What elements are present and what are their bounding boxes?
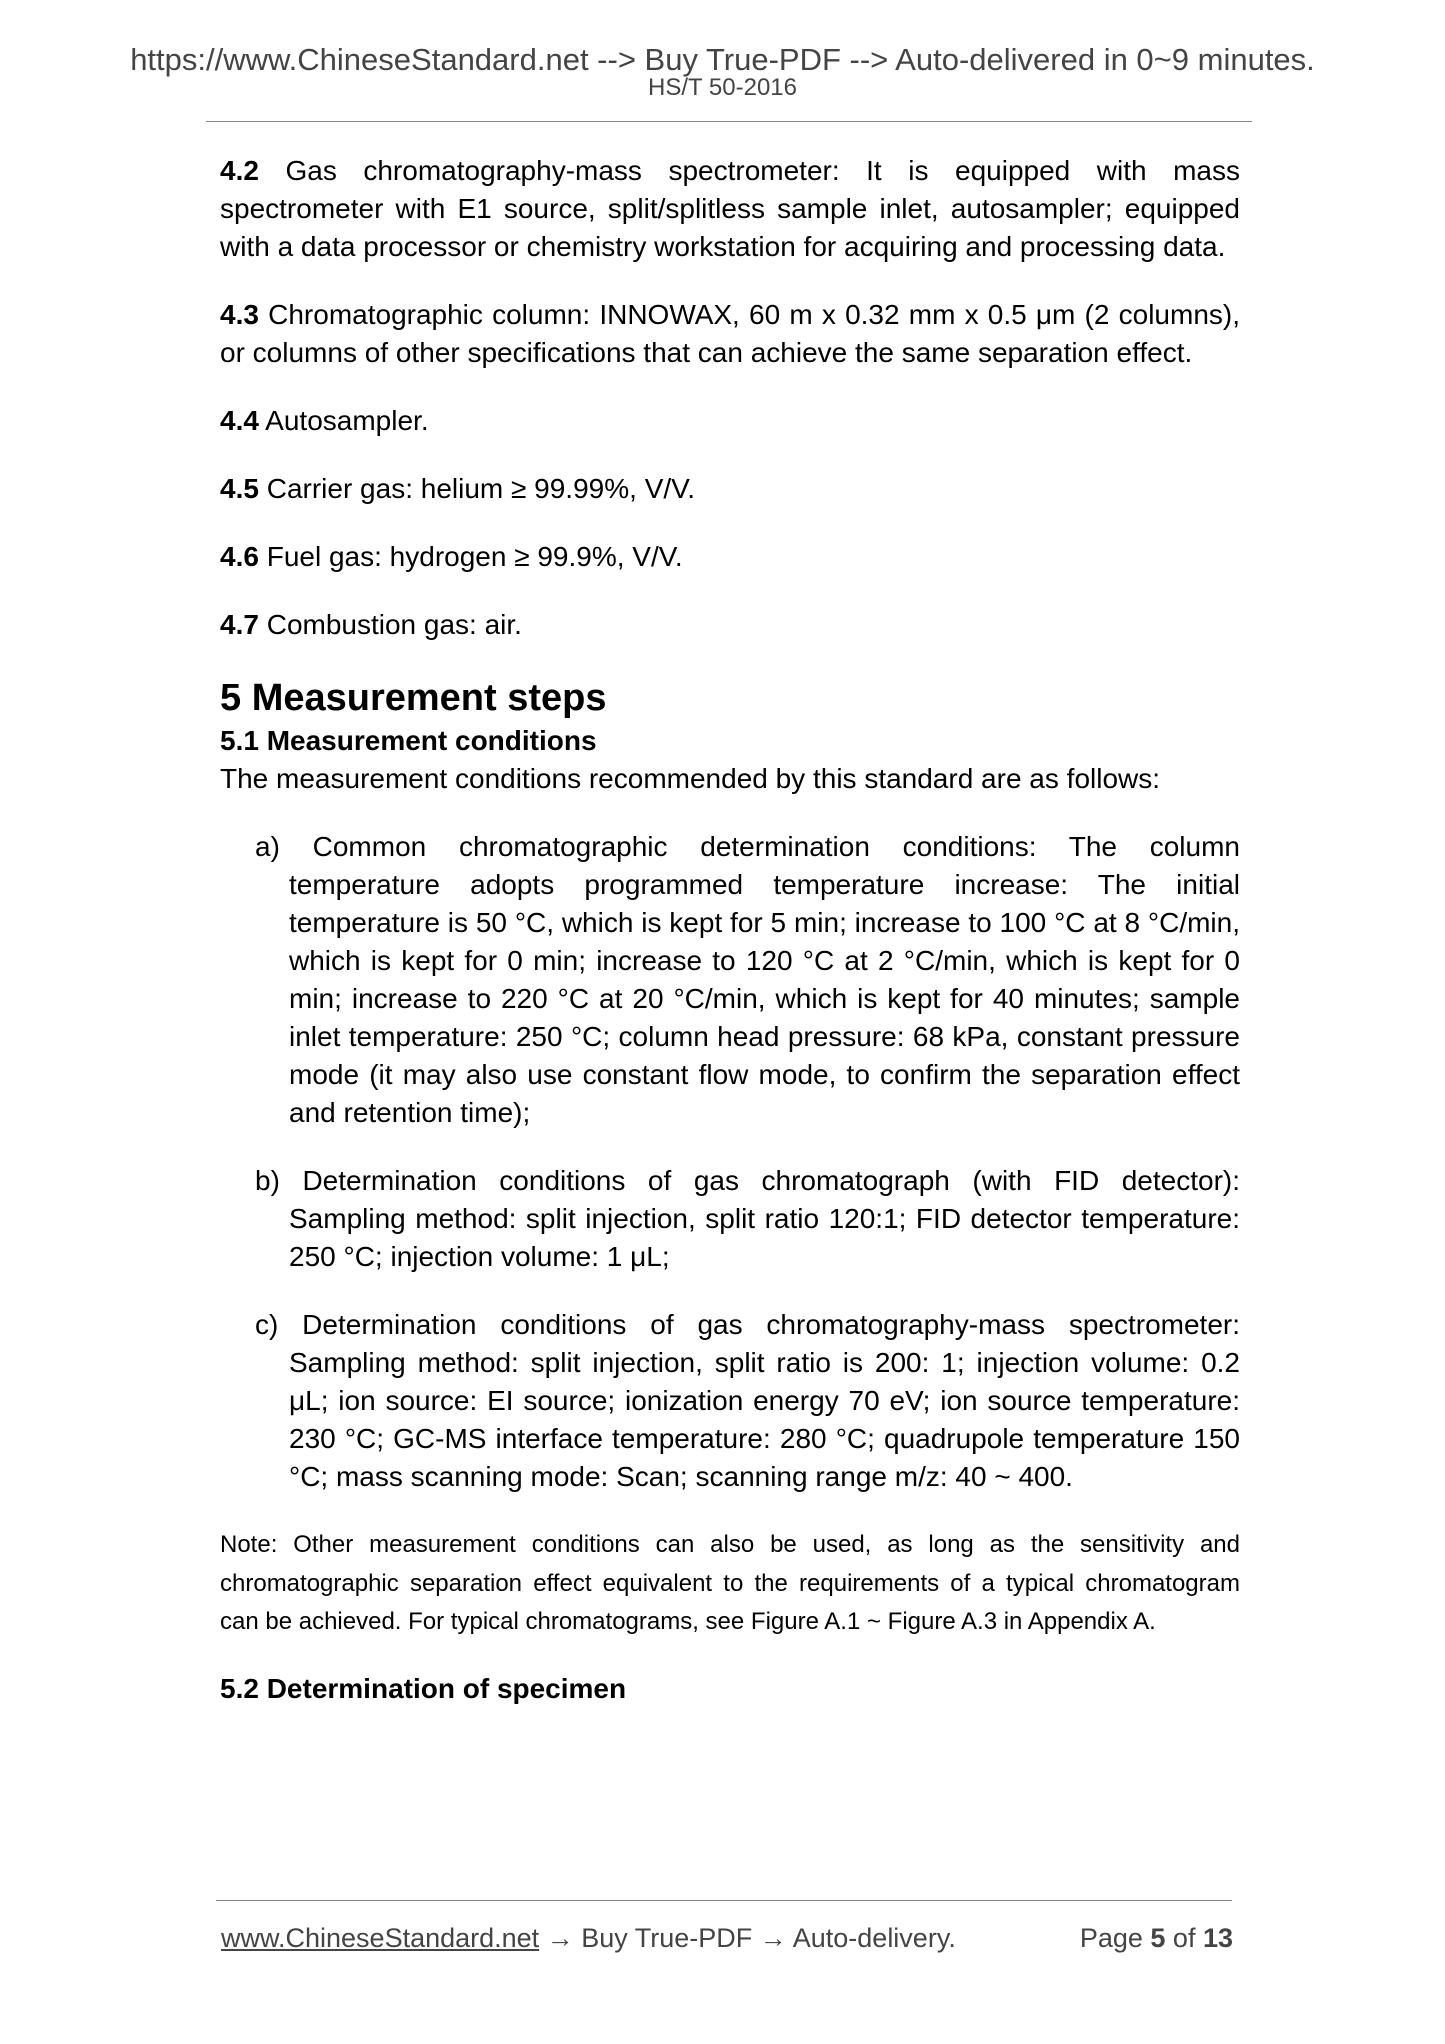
standard-code: HS/T 50-2016 — [648, 74, 797, 101]
top-banner: https://www.ChineseStandard.net --> Buy True-PDF --> Auto-delivered in 0~9 minutes. — [130, 42, 1315, 77]
site-link[interactable]: www.ChineseStandard.net — [221, 1923, 540, 1953]
clause-text: Autosampler. — [258, 405, 429, 436]
footer-divider — [216, 1900, 1232, 1901]
page-indicator — [1080, 1921, 1233, 1955]
list-item-c: c) Determination conditions of gas chromatography-mass spectrometer: Sampling method: split injection, split ratio is 200: 1; injection volume: 0.2 μL; ion source: EI source; ionization energy 70 eV; ion source temperature: 230 °C; GC-MS interface temperature: 280 °C; quadrupole temperature 150 °C; mass scanning mode: Scan; scanning range m/z: 40 ~ 400. — [255, 1309, 1240, 1492]
note-paragraph: Note: Other measurement conditions can also be used, as long as the sensitivity and chromatographic separation effect equivalent to the requirements of a typical chromatogram can be achieved. For typical chromatograms, see Figure A.1 ~ Figure A.3 in Appendix A. — [220, 1531, 1240, 1635]
of-label: of — [1165, 1923, 1203, 1953]
clause-text: Chromatographic column: INNOWAX, 60 m x 0.32 mm x 0.5 μm (2 columns), or columns of other specifications that can achieve the same separation effect. — [220, 299, 1240, 368]
footer-left — [221, 1921, 956, 1955]
clause-number: 4.7 — [220, 609, 259, 640]
clause-text: Combustion gas: air. — [258, 609, 522, 640]
section-5-1-heading: 5.1 Measurement conditions — [220, 725, 597, 756]
clause-text: Gas chromatography-mass spectrometer: It is equipped with mass spectrometer with E1 source, split/splitless sample inlet, autosampler; equipped with a data processor or chemistry workstation for acquiring and processing data. — [220, 155, 1240, 262]
clause-number: 4.3 — [220, 299, 259, 330]
clause-number: 4.2 — [220, 155, 259, 186]
conditions-intro: The measurement conditions recommended by this standard are as follows: — [220, 763, 1161, 794]
document-body — [220, 152, 1240, 1708]
clause-number: 4.5 — [220, 473, 259, 504]
list-item-a: a) Common chromatographic determination conditions: The column temperature adopts programmed temperature increase: The initial temperature is 50 °C, which is kept for 5 min; increase to 100 °C at 8 °C/min, which is kept for 0 min; increase to 120 °C at 2 °C/min, which is kept for 0 min; increase to 220 °C at 20 °C/min, which is kept for 40 minutes; sample inlet temperature: 250 °C; column head pressure: 68 kPa, constant pressure mode (it may also use constant flow mode, to confirm the separation effect and retention time); — [255, 831, 1240, 1128]
total-pages: 13 — [1202, 1923, 1233, 1953]
clause-4-2 — [220, 152, 1240, 266]
clause-4-5 — [220, 470, 1240, 508]
page-number: 5 — [1150, 1923, 1166, 1953]
clause-text: Fuel gas: hydrogen ≥ 99.9%, V/V. — [258, 541, 683, 572]
clause-number: 4.4 — [220, 405, 259, 436]
clause-text: Carrier gas: helium ≥ 99.99%, V/V. — [258, 473, 696, 504]
section-5-2-heading: 5.2 Determination of specimen — [220, 1672, 627, 1704]
clause-4-4 — [220, 402, 1240, 440]
page-label: Page — [1079, 1923, 1151, 1953]
list-item-b: b) Determination conditions of gas chromatograph (with FID detector): Sampling method: split injection, split ratio 120:1; FID detector temperature: 250 °C; injection volume: 1 μL; — [255, 1165, 1240, 1272]
footer-tagline: → Buy True-PDF → Auto-delivery. — [539, 1923, 956, 1953]
header-divider — [206, 121, 1252, 122]
clause-4-6 — [220, 538, 1240, 576]
clause-number: 4.6 — [220, 541, 259, 572]
section-5-heading: 5 Measurement steps — [220, 677, 607, 719]
clause-4-7 — [220, 606, 1240, 644]
clause-4-3 — [220, 296, 1240, 372]
